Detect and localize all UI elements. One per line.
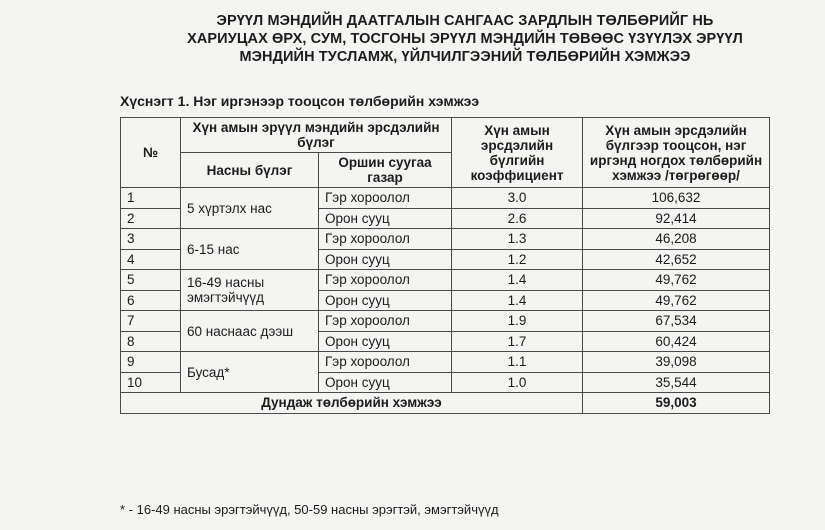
total-label: Дундаж төлбөрийн хэмжээ xyxy=(121,393,583,414)
fee-cell: 39,098 xyxy=(583,352,770,373)
table-row xyxy=(121,270,770,291)
title-line: ХАРИУЦАХ ӨРХ, СУМ, ТОСГОНЫ ЭРҮҮЛ МЭНДИЙН ТӨВӨӨС ҮЗҮҮЛЭХ ЭРҮҮЛ xyxy=(187,31,743,47)
location-cell: Гэр хороолол xyxy=(319,311,452,332)
table-caption: Хүснэгт 1. Нэг иргэнээр тооцсон төлбөрийн хэмжээ xyxy=(120,93,480,109)
coefficient-cell: 2.6 xyxy=(452,208,583,229)
fee-cell: 46,208 xyxy=(583,229,770,250)
row-number: 6 xyxy=(121,290,181,311)
coefficient-cell: 1.3 xyxy=(452,229,583,250)
coefficient-cell: 1.0 xyxy=(452,372,583,393)
coefficient-cell: 3.0 xyxy=(452,188,583,209)
fee-cell: 60,424 xyxy=(583,331,770,352)
row-number: 7 xyxy=(121,311,181,332)
title-line: МЭНДИЙН ТУСЛАМЖ, ҮЙЛЧИЛГЭЭНИЙ ТӨЛБӨРИЙН ХЭМЖЭЭ xyxy=(239,49,691,65)
location-cell: Гэр хороолол xyxy=(319,270,452,291)
header-coefficient: Хүн амын эрсдэлийн бүлгийн коэффициент xyxy=(452,118,583,188)
row-number: 8 xyxy=(121,331,181,352)
coefficient-cell: 1.7 xyxy=(452,331,583,352)
header-fee: Хүн амын эрсдэлийн бүлгээр тооцсон, нэг иргэнд ногдох төлбөрийн хэмжээ /төгрөгөөр/ xyxy=(583,118,770,188)
location-cell: Гэр хороолол xyxy=(319,188,452,209)
row-number: 10 xyxy=(121,372,181,393)
row-number: 2 xyxy=(121,208,181,229)
coefficient-cell: 1.4 xyxy=(452,290,583,311)
coefficient-cell: 1.2 xyxy=(452,249,583,270)
age-group-cell: 16-49 насны эмэгтэйчүүд xyxy=(181,270,319,311)
header-risk-group: Хүн амын эрүүл мэндийн эрсдэлийн бүлэг xyxy=(181,118,452,153)
coefficient-cell: 1.4 xyxy=(452,270,583,291)
row-number: 3 xyxy=(121,229,181,250)
row-number: 9 xyxy=(121,352,181,373)
fee-table xyxy=(120,117,770,414)
fee-cell: 92,414 xyxy=(583,208,770,229)
location-cell: Орон сууц xyxy=(319,249,452,270)
fee-cell: 49,762 xyxy=(583,270,770,291)
header-no: № xyxy=(121,118,181,188)
row-number: 1 xyxy=(121,188,181,209)
header-age-group: Насны бүлэг xyxy=(181,153,319,188)
title-line: ЭРҮҮЛ МЭНДИЙН ДААТГАЛЫН САНГААС ЗАРДЛЫН ТӨЛБӨРИЙГ НЬ xyxy=(216,13,714,29)
coefficient-cell: 1.1 xyxy=(452,352,583,373)
row-number: 4 xyxy=(121,249,181,270)
age-group-cell: 5 хүртэлх нас xyxy=(181,188,319,229)
age-group-cell: 60 наснаас дээш xyxy=(181,311,319,352)
header-location: Оршин суугаа газар xyxy=(319,153,452,188)
age-group-cell: 6-15 нас xyxy=(181,229,319,270)
location-cell: Орон сууц xyxy=(319,208,452,229)
location-cell: Гэр хороолол xyxy=(319,352,452,373)
total-row xyxy=(121,393,770,414)
fee-cell: 106,632 xyxy=(583,188,770,209)
location-cell: Орон сууц xyxy=(319,372,452,393)
total-value: 59,003 xyxy=(583,393,770,414)
fee-cell: 67,534 xyxy=(583,311,770,332)
location-cell: Орон сууц xyxy=(319,331,452,352)
coefficient-cell: 1.9 xyxy=(452,311,583,332)
fee-cell: 35,544 xyxy=(583,372,770,393)
fee-cell: 42,652 xyxy=(583,249,770,270)
table-row xyxy=(121,352,770,373)
footnote: * - 16-49 насны эрэгтэйчүүд, 50-59 насны эрэгтэй, эмэгтэйчүүд xyxy=(120,502,499,517)
fee-cell: 49,762 xyxy=(583,290,770,311)
row-number: 5 xyxy=(121,270,181,291)
age-group-cell: Бусад* xyxy=(181,352,319,393)
table-row xyxy=(121,188,770,209)
table-row xyxy=(121,229,770,250)
document-title xyxy=(150,12,780,66)
location-cell: Орон сууц xyxy=(319,290,452,311)
table-row xyxy=(121,311,770,332)
location-cell: Гэр хороолол xyxy=(319,229,452,250)
